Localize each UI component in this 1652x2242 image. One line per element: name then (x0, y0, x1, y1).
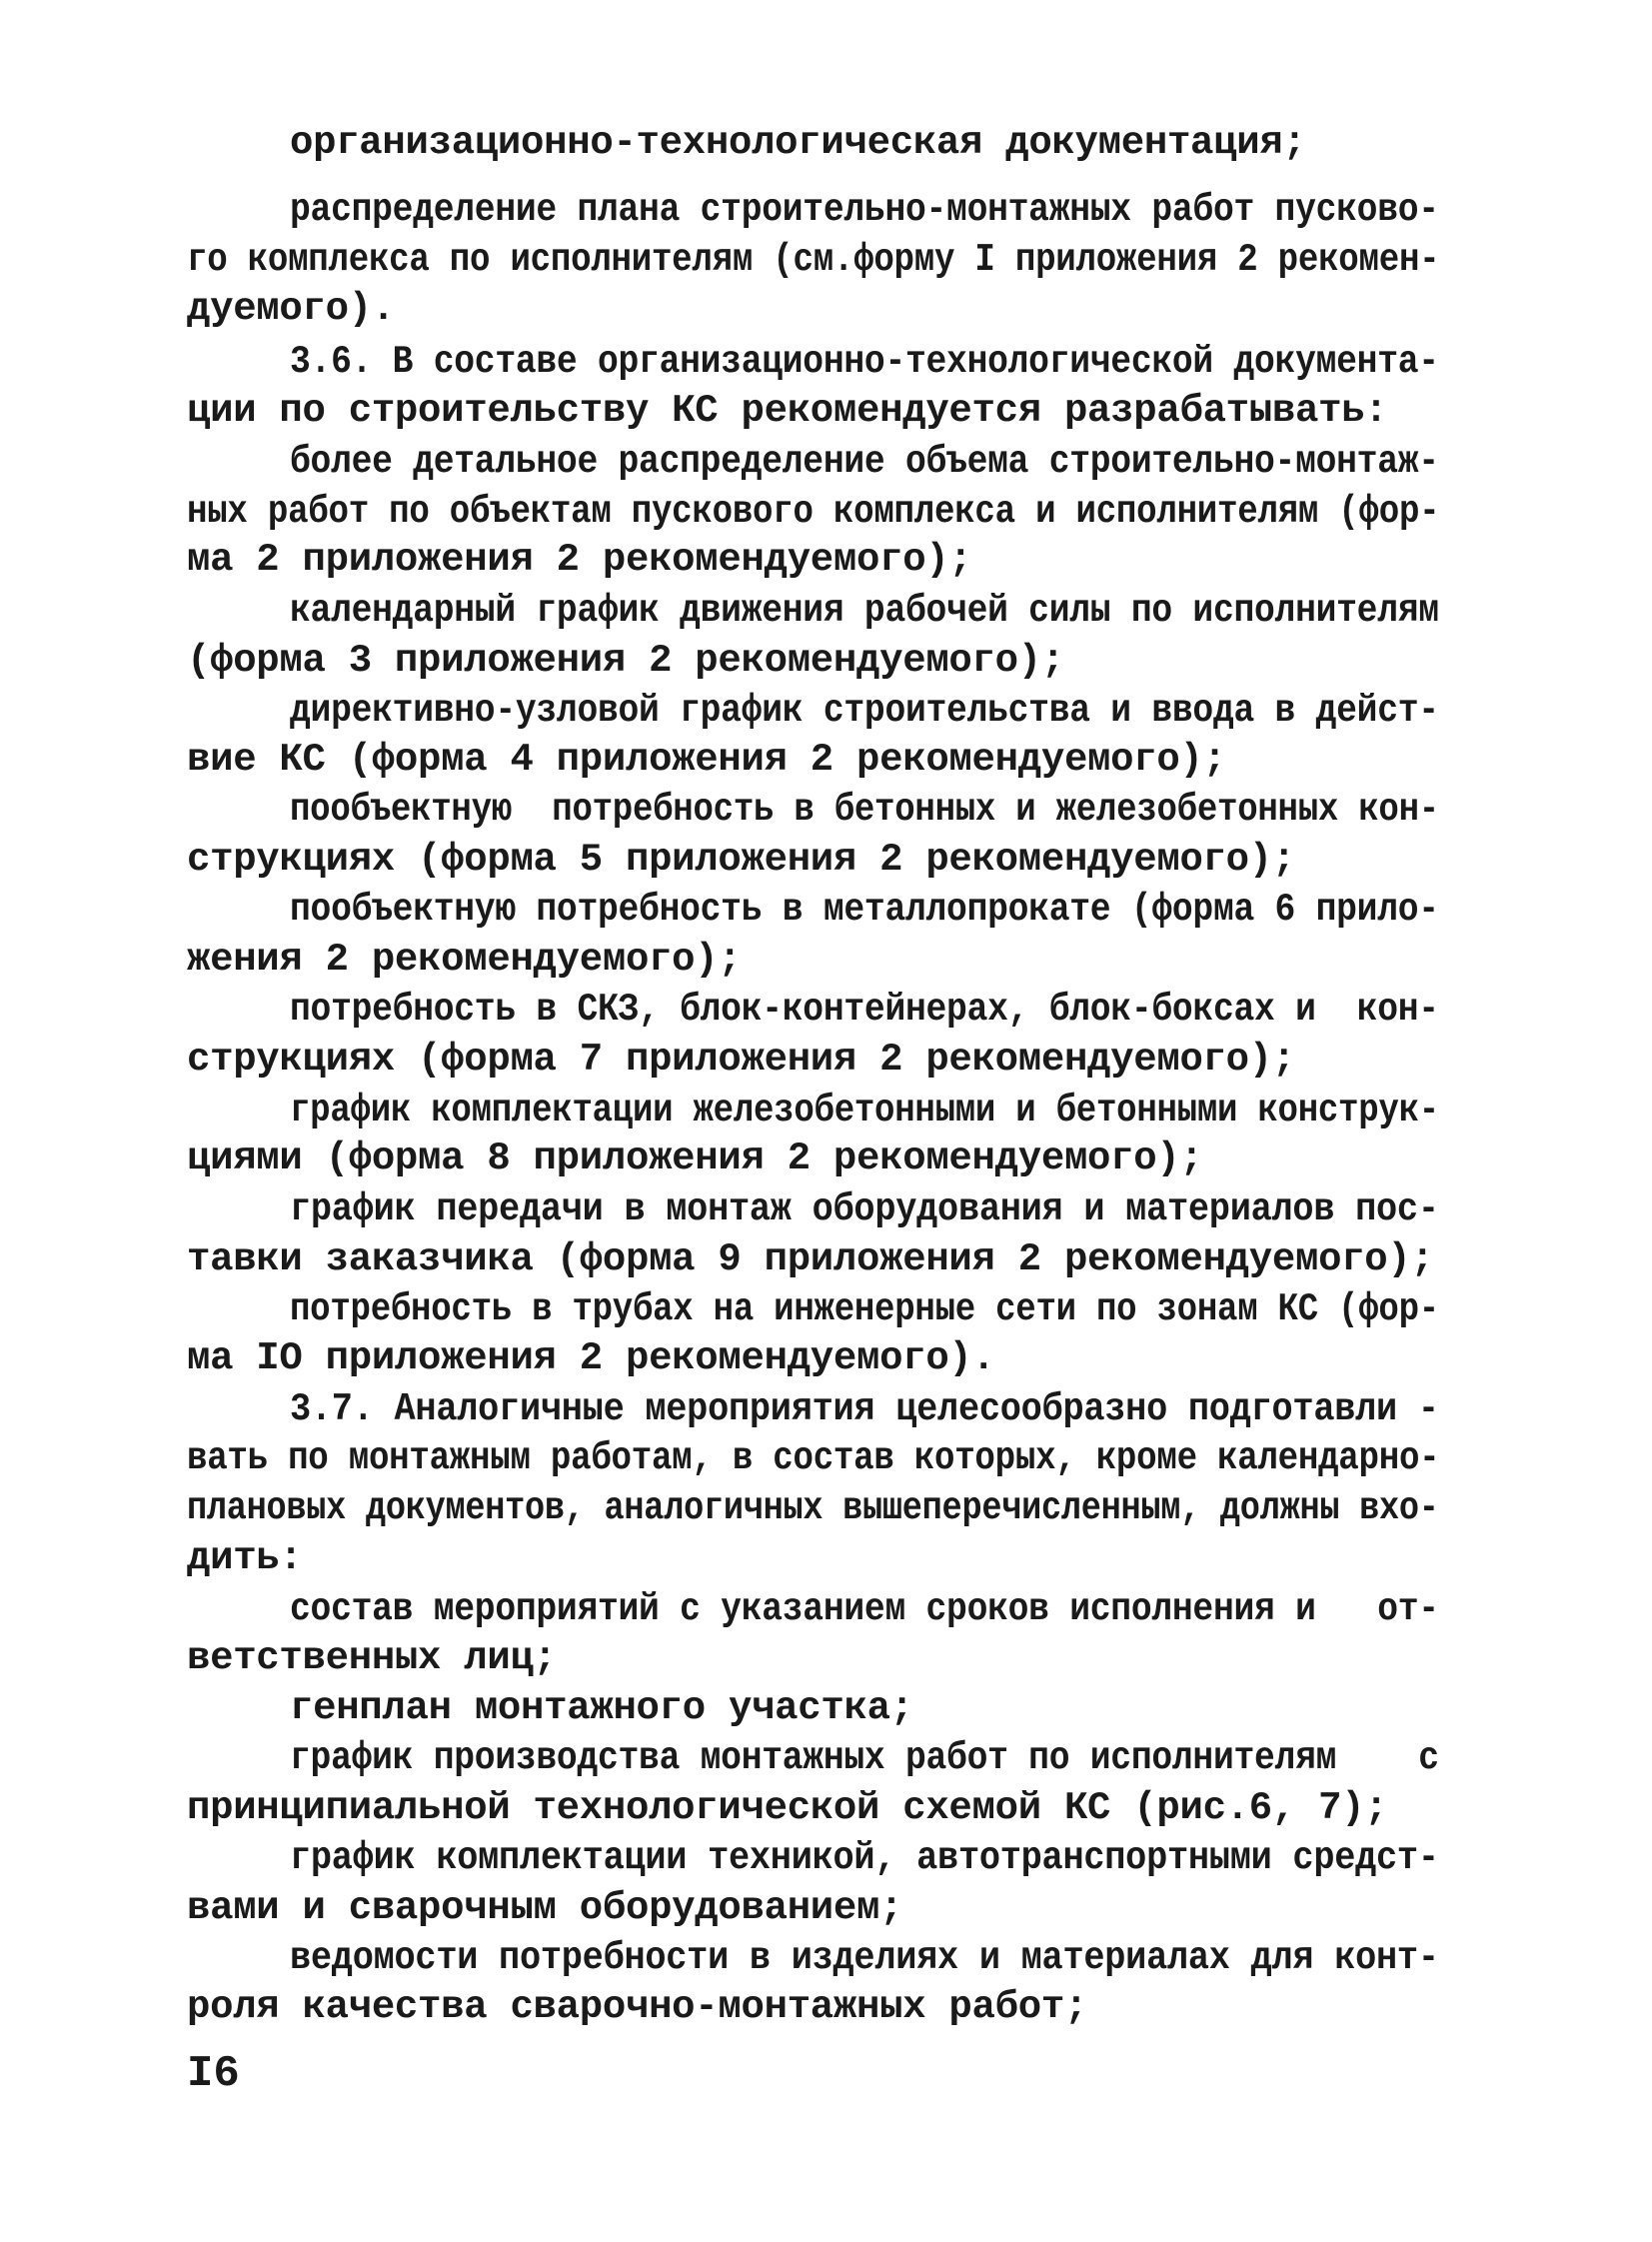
text-line: (форма 3 приложения 2 рекомендуемого); (187, 639, 1064, 683)
text-line: генплан монтажного участка; (290, 1686, 913, 1730)
text-line: 3.7. Аналогичные мероприятия целесообразно подготавли - (290, 1387, 1439, 1431)
text-line: 3.6. В составе организационно-технологической документа- (290, 340, 1439, 384)
text-line: график передачи в монтаж оборудования и материалов пос- (290, 1187, 1439, 1231)
text-line: график производства монтажных работ по исполнителям с (290, 1736, 1439, 1780)
text-line: состав мероприятий с указанием сроков исполнения и от- (290, 1587, 1439, 1631)
text-line: вать по монтажным работам, в состав которых, кроме календарно- (187, 1436, 1440, 1480)
text-line: плановых документов, аналогичных вышеперечисленным, должны вхо- (187, 1486, 1439, 1530)
text-line: струкциях (форма 5 приложения 2 рекомендуемого); (187, 838, 1295, 882)
text-line: организационно-технологическая документация; (290, 121, 1306, 165)
text-line: тавки заказчика (форма 9 приложения 2 рекомендуемого); (187, 1237, 1434, 1281)
text-line: принципиальной технологической схемой КС (рис.6, 7); (187, 1786, 1388, 1830)
text-line: ведомости потребности в изделиях и материалах для конт- (290, 1936, 1439, 1980)
text-line: го комплекса по исполнителям (см.форму I приложения 2 рекомен- (187, 238, 1440, 282)
text-line: потребность в СКЗ, блок-контейнерах, блок-боксах и кон- (290, 988, 1439, 1032)
text-line: роля качества сварочно-монтажных работ; (187, 1985, 1088, 2029)
text-line: ветственных лиц; (187, 1636, 557, 1680)
text-line: вами и сварочным оборудованием; (187, 1886, 903, 1930)
text-line: распределение плана строительно-монтажных работ пусково- (290, 188, 1439, 232)
text-line: жения 2 рекомендуемого); (187, 938, 742, 982)
text-line: ных работ по объектам пускового комплекса и исполнителям (фор- (187, 490, 1440, 534)
text-line: циями (форма 8 приложения 2 рекомендуемого); (187, 1136, 1203, 1180)
text-line: вие КС (форма 4 приложения 2 рекомендуемого); (187, 738, 1226, 782)
text-line: дить: (187, 1536, 303, 1580)
text-line: ции по строительству КС рекомендуется разрабатывать: (187, 389, 1388, 433)
text-line: пообъектную потребность в металлопрокате (форма 6 прило- (290, 888, 1439, 932)
text-line: график комплектации техникой, автотранспортными средст- (290, 1836, 1439, 1880)
text-line: более детальное распределение объема строительно-монтаж- (290, 440, 1439, 484)
text-line: график комплектации железобетонными и бетонными конструк- (290, 1089, 1439, 1132)
text-line: директивно-узловой график строительства и ввода в дейст- (290, 689, 1439, 733)
text-line: ма 2 приложения 2 рекомендуемого); (187, 538, 972, 582)
text-line: потребность в трубах на инженерные сети по зонам КС (фор- (290, 1287, 1439, 1331)
text-line: дуемого). (187, 287, 395, 331)
text-line: струкциях (форма 7 приложения 2 рекомендуемого); (187, 1038, 1295, 1082)
text-line: календарный график движения рабочей силы по исполнителям (290, 589, 1439, 633)
page-number: I6 (187, 2049, 240, 2099)
text-line: ма IO приложения 2 рекомендуемого). (187, 1336, 995, 1380)
text-line: пообъектную потребность в бетонных и железобетонных кон- (290, 788, 1439, 832)
